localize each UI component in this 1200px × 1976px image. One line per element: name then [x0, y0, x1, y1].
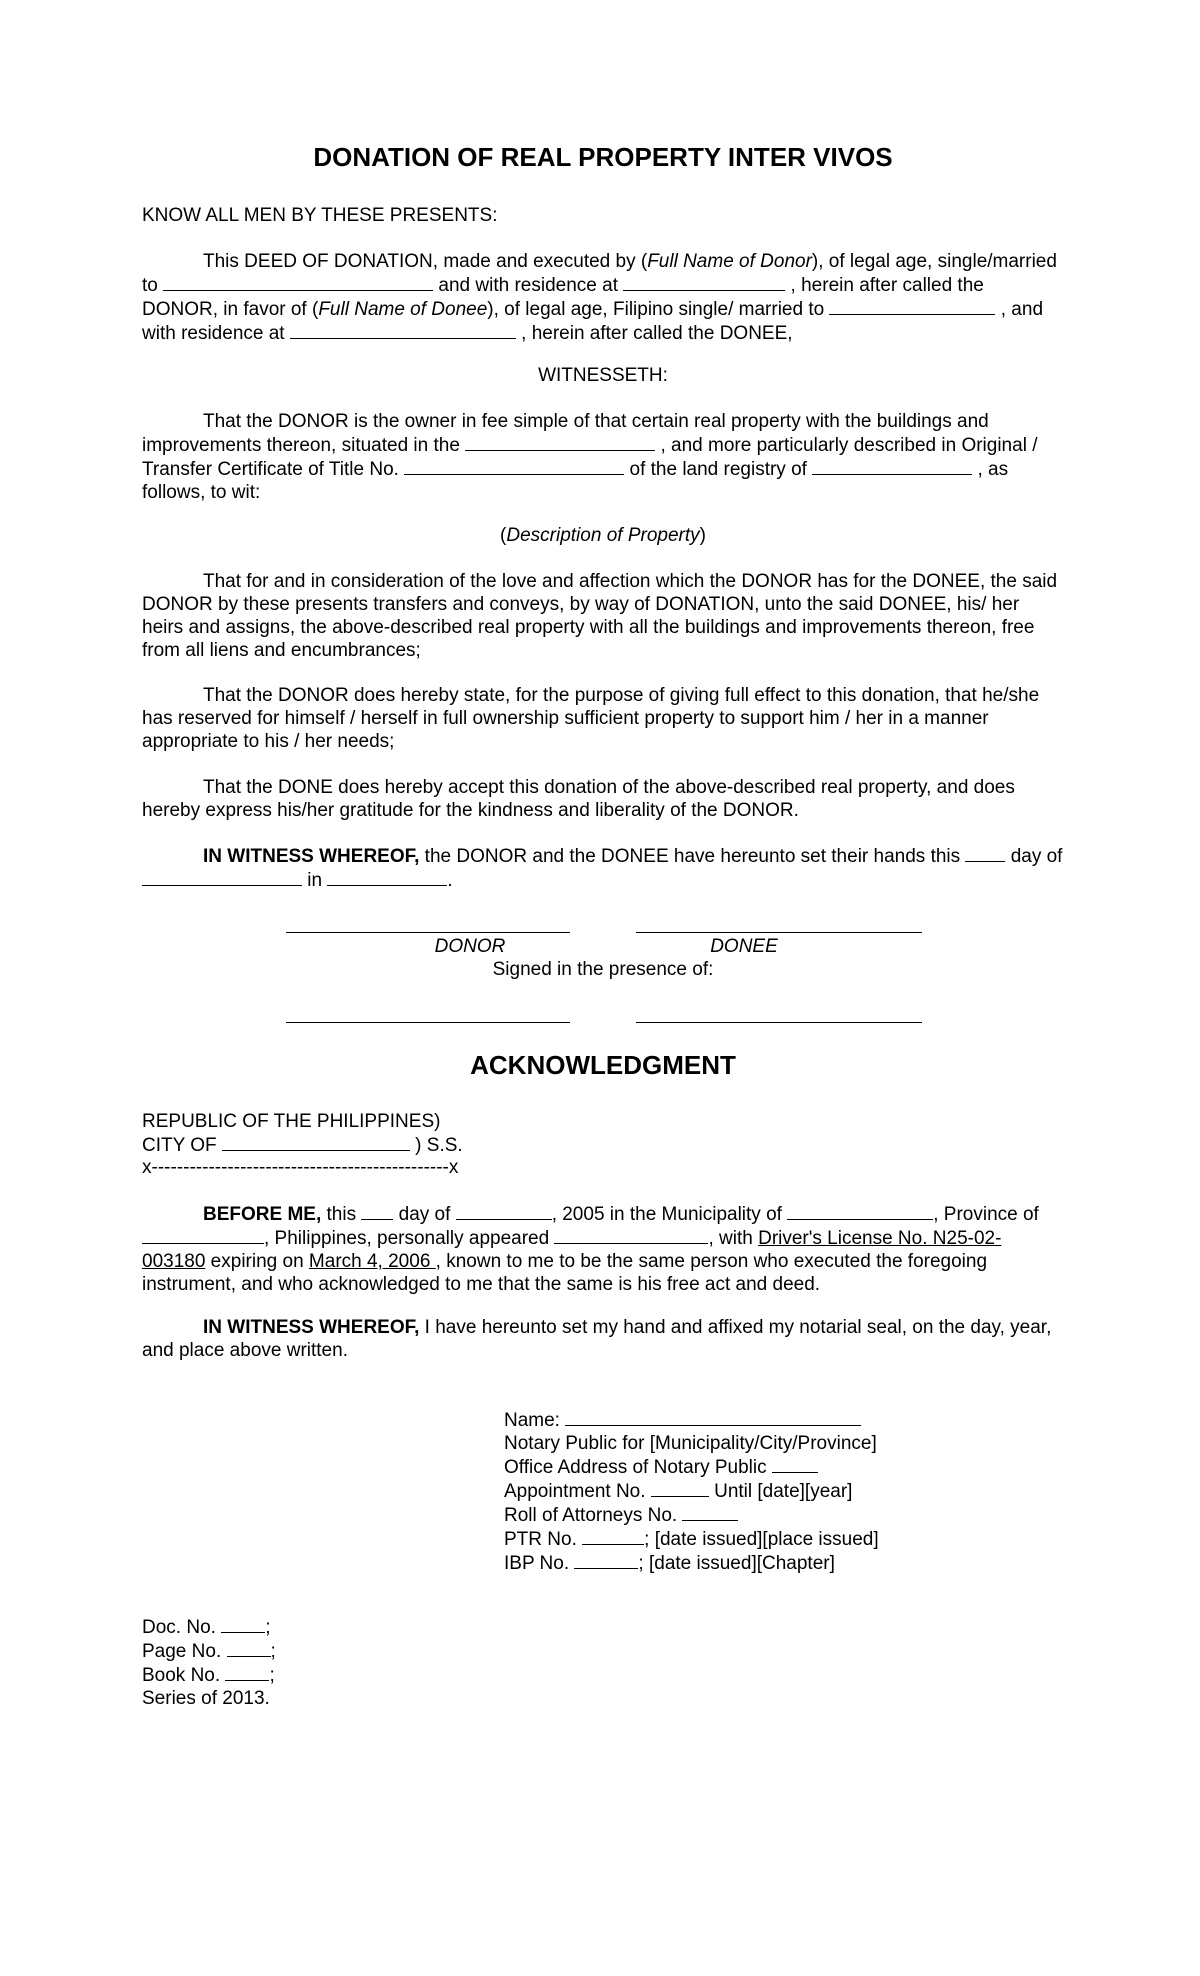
venue-city	[142, 1133, 1064, 1157]
para1-text-2: ), of legal age, single/married to	[142, 251, 1057, 296]
city-suffix: ) S.S.	[415, 1135, 463, 1156]
signed-in-presence: Signed in the presence of:	[492, 959, 714, 980]
para1-text-3: and with residence at	[438, 275, 618, 296]
property-location-blank[interactable]	[465, 433, 655, 451]
donor-name-placeholder: Full Name of Donor	[647, 251, 812, 272]
notary-appointment: Appointment No. Until [date][year]	[504, 1481, 853, 1502]
city-blank[interactable]	[222, 1133, 410, 1151]
notary-block	[504, 1408, 1064, 1575]
para2-text-2: , and more particularly described in Original / Transfer Certificate of Title No.	[142, 435, 1038, 480]
doc-notes-block	[142, 1615, 642, 1710]
license-expiry-date: March 4, 2006	[308, 1251, 436, 1272]
place-blank[interactable]	[327, 868, 447, 886]
page-number-line: Page No. ;	[142, 1641, 276, 1662]
notary-name-line: Name:	[504, 1408, 1064, 1432]
donee-residence-blank[interactable]	[290, 321, 516, 339]
donor-residence-blank[interactable]	[623, 273, 785, 291]
donee-spouse-blank[interactable]	[829, 297, 995, 315]
notary-ibp: IBP No. ; [date issued][Chapter]	[504, 1553, 835, 1574]
witness-2-signature-line[interactable]	[636, 1022, 922, 1023]
roll-no-blank[interactable]	[682, 1503, 738, 1521]
para6-text-1: the DONOR and the DONEE have hereunto set their hands this	[419, 846, 966, 867]
book-number-line: Book No. ;	[142, 1665, 275, 1686]
para6-text-4: .	[447, 870, 453, 891]
witness-whereof-bold: IN WITNESS WHEREOF,	[203, 846, 420, 867]
venue-separator: x-----------------------------------------------x	[142, 1157, 459, 1178]
document-title: DONATION OF REAL PROPERTY INTER VIVOS	[313, 142, 893, 172]
doc-number-line: Doc. No. ;	[142, 1617, 271, 1638]
notary-ptr: PTR No. ; [date issued][place issued]	[504, 1529, 879, 1550]
appearer-name-blank[interactable]	[554, 1226, 708, 1244]
ack-month-blank[interactable]	[456, 1202, 552, 1220]
para2-text-3: of the land registry of	[629, 459, 807, 480]
title-number-blank[interactable]	[404, 457, 624, 475]
paragraph-before-me: BEFORE ME, this day of , 2005 in the Municipality of , Province of , Philippines, personally appeared , with Driver's License No. N25-02-003180 expiring on March 4, 2006 , known to me to be the same person who executed the foregoing instrument, and who acknowledged to me that the same is his free act and deed.	[142, 1204, 1039, 1295]
paragraph-deed	[142, 250, 1064, 345]
donee-name-placeholder: Full Name of Donee	[318, 299, 488, 320]
donor-label: DONOR	[434, 936, 506, 957]
book-no-blank[interactable]	[225, 1663, 269, 1681]
before-me-bold: BEFORE ME,	[203, 1204, 322, 1225]
ptr-no-blank[interactable]	[582, 1527, 644, 1545]
paragraph-reservation: That the DONOR does hereby state, for the purpose of giving full effect to this donation, that he/she has reserved for himself / herself in full ownership sufficient property to support him / her in a manner appropriate to his / her needs;	[142, 685, 1040, 752]
para1-text-7: , herein after called the DONEE,	[521, 323, 793, 344]
ibp-no-blank[interactable]	[574, 1551, 638, 1569]
notary-witness-bold: IN WITNESS WHEREOF,	[203, 1317, 420, 1338]
para6-text-3: in	[307, 870, 323, 891]
drivers-license-number: Driver's License No. N25-02-003180	[142, 1228, 1002, 1272]
paragraph-acceptance: That the DONE does hereby accept this donation of the above-described real property, and does hereby express his/her gratitude for the kindness and liberality of the DONOR.	[142, 777, 1015, 821]
property-description-placeholder: (Description of Property)	[500, 525, 706, 546]
acknowledgment-title: ACKNOWLEDGMENT	[470, 1050, 736, 1080]
city-prefix: CITY OF	[142, 1135, 217, 1156]
land-registry-blank[interactable]	[812, 457, 972, 475]
municipality-blank[interactable]	[787, 1202, 933, 1220]
para1-text-5: ), of legal age, Filipino single/ married to	[487, 299, 825, 320]
notary-name-blank[interactable]	[565, 1408, 861, 1426]
notary-public-for: Notary Public for [Municipality/City/Province]	[504, 1433, 877, 1454]
para1-text-6: , and with residence at	[142, 299, 1044, 344]
para1-text-1: This DEED OF DONATION, made and executed by (	[203, 251, 648, 272]
paragraph-ownership	[142, 410, 1064, 504]
donor-signature-line[interactable]	[286, 932, 570, 933]
series-line: Series of 2013.	[142, 1688, 270, 1709]
page-no-blank[interactable]	[227, 1639, 271, 1657]
ack-day-blank[interactable]	[361, 1202, 393, 1220]
donor-spouse-blank[interactable]	[163, 273, 433, 291]
witnesseth-heading: WITNESSETH:	[538, 365, 668, 386]
paragraph-notary-witness: IN WITNESS WHEREOF, I have hereunto set my hand and affixed my notarial seal, on the day, year, and place above written.	[142, 1317, 1052, 1361]
para2-text-1: That the DONOR is the owner in fee simple of that certain real property with the buildings and improvements thereon, situated in the	[142, 411, 989, 456]
para6-text-2: day of	[1010, 846, 1063, 867]
day-blank[interactable]	[965, 844, 1005, 862]
doc-no-blank[interactable]	[221, 1615, 265, 1633]
para2-text-4: , as follows, to wit:	[142, 459, 1009, 503]
donee-label: DONEE	[710, 936, 778, 957]
para1-text-4: , herein after called the DONOR, in favor of (	[142, 275, 984, 320]
paragraph-consideration: That for and in consideration of the love and affection which the DONOR has for the DONEE, the said DONOR by these presents transfers and conveys, by way of DONATION, unto the said DONEE, his/ her heirs and assigns, the above-described real property with all the buildings and improvements thereon, free from all liens and encumbrances;	[142, 571, 1058, 661]
opening-line: KNOW ALL MEN BY THESE PRESENTS:	[142, 205, 498, 226]
appointment-no-blank[interactable]	[651, 1479, 709, 1497]
venue-republic: REPUBLIC OF THE PHILIPPINES)	[142, 1111, 441, 1132]
office-address-blank[interactable]	[772, 1455, 818, 1473]
notary-office-address: Office Address of Notary Public	[504, 1455, 1064, 1479]
donee-signature-line[interactable]	[636, 932, 922, 933]
paragraph-witness-whereof	[142, 844, 1064, 892]
witness-1-signature-line[interactable]	[286, 1022, 570, 1023]
month-blank[interactable]	[142, 868, 302, 886]
province-blank[interactable]	[142, 1226, 264, 1244]
notary-roll-of-attorneys: Roll of Attorneys No.	[504, 1503, 1064, 1527]
